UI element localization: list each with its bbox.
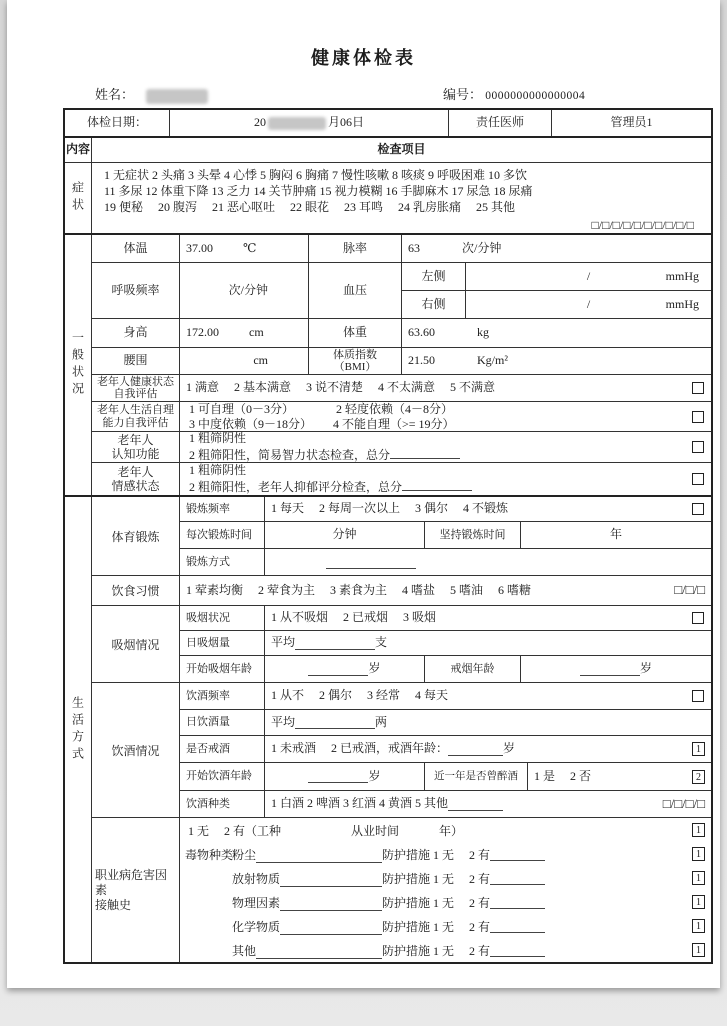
drinking-quit-row [180,736,711,763]
answer-box: 1 [692,742,705,756]
diet-label: 饮食习惯 [92,576,180,605]
resp-bp-row [92,263,711,319]
occupation-label: 职业病危害因素 接触史 [92,818,180,962]
toxin-name: 其他 [232,943,257,958]
lifestyle-section [65,497,711,962]
bmi-unit: Kg/m² [477,353,508,368]
symptoms-content [92,163,711,233]
drinking-start-label: 开始饮酒年龄 [180,763,265,790]
bp-left-row [402,263,711,291]
number-value: 0000000000000004 [485,90,586,102]
bp-cell [402,263,711,318]
drinking-kind-checkboxes: □/□/□/□ [662,795,705,811]
drinking-age-row [180,763,711,791]
elder-cognition-label: 老年人 认知功能 [92,432,180,462]
elder-selfcare-label: 老年人生活自理 能力自我评估 [92,402,180,431]
smoking-start-value: 岁 [265,656,425,682]
blank-field [256,850,382,863]
blank-field [490,920,545,933]
resp-label: 呼吸频率 [92,263,180,318]
temp-value: 37.00 [186,240,213,255]
smoking-age-row [180,656,711,682]
weight-unit: kg [477,325,489,340]
pulse-unit: 次/分钟 [462,240,502,255]
smoking-quit-label: 戒烟年龄 [425,656,521,682]
blank-field [490,896,545,909]
elder-health-label: 老年人健康状态 自我评估 [92,375,180,401]
answer-box: 1 [692,895,705,909]
exercise-mode-label: 锻炼方式 [180,549,265,575]
blank-field [308,663,368,676]
exam-table [63,108,713,964]
checkbox [692,441,704,453]
blank-field [295,716,375,729]
drinking-freq-label: 饮酒频率 [180,683,265,709]
name-redacted [146,89,208,104]
diet-row [92,576,711,606]
smoking-status-options: 1 从不吸烟 2 已戒烟 3 吸烟 [265,606,711,630]
drunk-options: 1 是 2 否 2 [528,763,711,790]
symptoms-checkboxes: □/□/□/□/□/□/□/□/□/□ [591,218,694,232]
elder-selfcare-options: 1 可自理（0－3分） 2 轻度依赖（4－8分） 3 中度依赖（9－18分） 4 不能自理（>= 19分） [180,402,711,431]
drinking-freq-options: 1 从不 2 偶尔 3 经常 4 每天 [265,683,711,709]
checkbox [692,473,704,485]
symptoms-section [65,163,711,235]
blank-field [490,944,545,957]
smoking-group [92,606,711,683]
occupation-group [92,818,711,962]
symptoms-line3: 19 便秘 20 腹泻 21 恶心呕吐 22 眼花 23 耳鸣 24 乳房胀痛 25 其他 [104,200,516,214]
checkbox [692,382,704,394]
bp-label: 血压 [309,263,402,318]
drinking-daily-row [180,710,711,736]
drinking-quit-label: 是否戒酒 [180,736,265,762]
pulse-value-cell [402,235,711,262]
height-weight-row [92,319,711,348]
date-redacted [268,117,326,130]
header-row [65,110,711,138]
temp-unit: ℃ [243,240,257,255]
smoking-daily-value: 平均 支 [271,635,388,650]
bp-right-value: / mmHg [586,296,699,311]
answer-box: 1 [692,823,705,837]
general-section [65,235,711,497]
checkbox [692,503,704,515]
doctor-label: 责任医师 [449,110,552,136]
pulse-label: 脉率 [309,235,402,262]
waist-unit: cm [180,348,309,374]
elder-health-options: 1 满意 2 基本满意 3 说不清楚 4 不太满意 5 不满意 [180,375,711,401]
blank-field [448,798,503,811]
blank-field [390,446,460,459]
bmi-label: 体质指数 （BMI） [309,348,402,374]
drinking-freq-row [180,683,711,710]
waist-bmi-row [92,348,711,375]
drinking-kind-options: 1 白酒 2 啤酒 3 红酒 4 黄酒 5 其他 □/□/□/□ [271,795,705,811]
toxin-types-label: 毒物种类 [185,848,234,862]
weight-value: 63.60 [408,325,435,340]
drinking-label: 饮酒情况 [92,683,180,817]
blank-field [490,872,545,885]
temp-label: 体温 [92,235,180,262]
exercise-time-row [180,522,711,549]
exercise-mode-value [265,549,711,575]
diet-checkboxes: □/□/□ [674,582,705,598]
bp-right-unit: mmHg [665,296,699,311]
bp-right-label: 右侧 [402,291,466,318]
bp-right-row [402,291,711,318]
exercise-mode-row [180,549,711,575]
drinking-quit-options: 1 未戒酒 2 已戒酒，戒酒年龄： 岁 1 [265,736,711,762]
answer-box: 2 [692,770,705,784]
toxin-name: 物理因素 [232,895,281,910]
waist-label: 腰围 [92,348,180,374]
weight-value-cell [402,319,711,347]
blank-field [280,922,382,935]
page-title: 健康体检表 [311,48,416,68]
drinking-daily-label: 日饮酒量 [180,710,265,735]
resp-unit: 次/分钟 [180,263,309,318]
height-unit: cm [249,325,264,340]
elder-cognition-row [92,432,711,463]
exercise-freq-label: 锻炼频率 [180,497,265,521]
exercise-label: 体育锻炼 [92,497,180,575]
drinking-kind-row [180,791,711,817]
answer-box: 1 [692,871,705,885]
occupation-content [180,818,711,962]
weight-label: 体重 [309,319,402,347]
answer-box: 1 [692,943,705,957]
toxin-row: 其他 防护措施 1 无 2 有 1 [180,938,711,962]
drunk-label: 近一年是否曾醉酒 [425,763,528,790]
bmi-value: 21.50 [408,353,435,368]
elder-emotion-options: 1 粗筛阴性 2 粗筛阳性，老年人抑郁评分检查，总分 [180,463,711,495]
items-header: 检查项目 [377,142,426,157]
symptoms-line1: 1 无症状 2 头痛 3 头晕 4 心悸 5 胸闷 6 胸痛 7 慢性咳嗽 8 咳痰 9 呼吸困难 10 多饮 [104,168,528,182]
name-label: 姓名： [95,87,135,102]
doctor-value: 管理员1 [610,115,653,130]
content-header: 内容 [65,138,92,162]
toxin-row: 物理因素 防护措施 1 无 2 有 1 [180,890,711,914]
exercise-persist-unit: 年 [609,527,622,542]
answer-box: 1 [692,847,705,861]
smoking-quit-value: 岁 [521,656,711,682]
blank-field [280,874,382,887]
height-value-cell [180,319,309,347]
checkbox [692,411,704,423]
symptoms-line2: 11 多尿 12 体重下降 13 乏力 14 关节肿痛 15 视力模糊 16 手脚麻木 17 尿急 18 尿痛 [104,184,533,198]
symptoms-label: 症状 [65,163,92,233]
exercise-time-unit: 分钟 [265,522,425,548]
blank-field [295,637,375,650]
blank-field [402,478,472,491]
form-page [7,0,720,988]
smoking-start-label: 开始吸烟年龄 [180,656,265,682]
elder-selfcare-row [92,402,711,432]
blank-field [326,556,416,569]
lifestyle-section-label: 生活方式 [65,497,92,962]
toxin-row: 化学物质 防护措施 1 无 2 有 1 [180,914,711,938]
drinking-group [92,683,711,818]
number-label: 编号： [443,87,483,102]
blank-field [580,663,640,676]
smoking-daily-label: 日吸烟量 [180,631,265,655]
drinking-daily-value: 平均 两 [271,714,388,729]
elder-emotion-label: 老年人 情感状态 [92,463,180,495]
elder-health-row [92,375,711,402]
drinking-start-value: 岁 [265,763,425,790]
meta-row [7,84,720,104]
name-group [95,84,208,104]
answer-box: 1 [692,919,705,933]
smoking-label: 吸烟情况 [92,606,180,682]
exercise-group [92,497,711,576]
exercise-freq-options: 1 每天 2 每周一次以上 3 偶尔 4 不锻炼 [265,497,711,521]
smoking-daily-row [180,631,711,656]
general-section-label: 一般状况 [65,235,92,495]
height-label: 身高 [92,319,180,347]
blank-field [280,898,382,911]
bmi-value-cell [402,348,711,374]
pulse-value: 63 [408,240,420,255]
checkbox [692,612,704,624]
checkbox [692,690,704,702]
toxin-name: 放射物质 [232,871,281,886]
blank-field [448,743,503,756]
smoking-status-label: 吸烟状况 [180,606,265,630]
height-value: 172.00 [186,325,219,340]
number-group [443,84,585,103]
toxin-row: 粉尘 防护措施 1 无 2 有 1 [180,842,711,866]
exercise-time-label: 每次锻炼时间 [180,522,265,548]
exercise-freq-row [180,497,711,522]
temp-value-cell [180,235,309,262]
exam-date-label: 体检日期： [65,110,170,136]
bp-left-label: 左侧 [402,263,466,290]
diet-options: 1 荤素均衡 2 荤食为主 3 素食为主 4 嗜盐 5 嗜油 6 嗜糖 □/□/□ [186,582,705,598]
elder-emotion-row [92,463,711,495]
exam-date-value: 20 月06日 [170,110,449,136]
toxin-name: 粉尘 [232,847,257,862]
elder-cognition-options: 1 粗筛阴性 2 粗筛阳性，简易智力状态检查，总分 [180,432,711,462]
bp-left-value: / mmHg [586,268,699,283]
occupation-head-line: 1 无 2 有（工种 从业时间 年） 1 [180,818,711,842]
toxin-name: 化学物质 [232,919,281,934]
bp-left-unit: mmHg [665,268,699,283]
blank-field [490,848,545,861]
exercise-persist-label: 坚持锻炼时间 [425,522,521,548]
toxin-row: 放射物质 防护措施 1 无 2 有 1 [180,866,711,890]
columns-header-row [65,138,711,163]
blank-field [308,770,368,783]
blank-field [256,946,382,959]
smoking-status-row [180,606,711,631]
temp-pulse-row [92,235,711,263]
drinking-kind-label: 饮酒种类 [180,791,265,817]
